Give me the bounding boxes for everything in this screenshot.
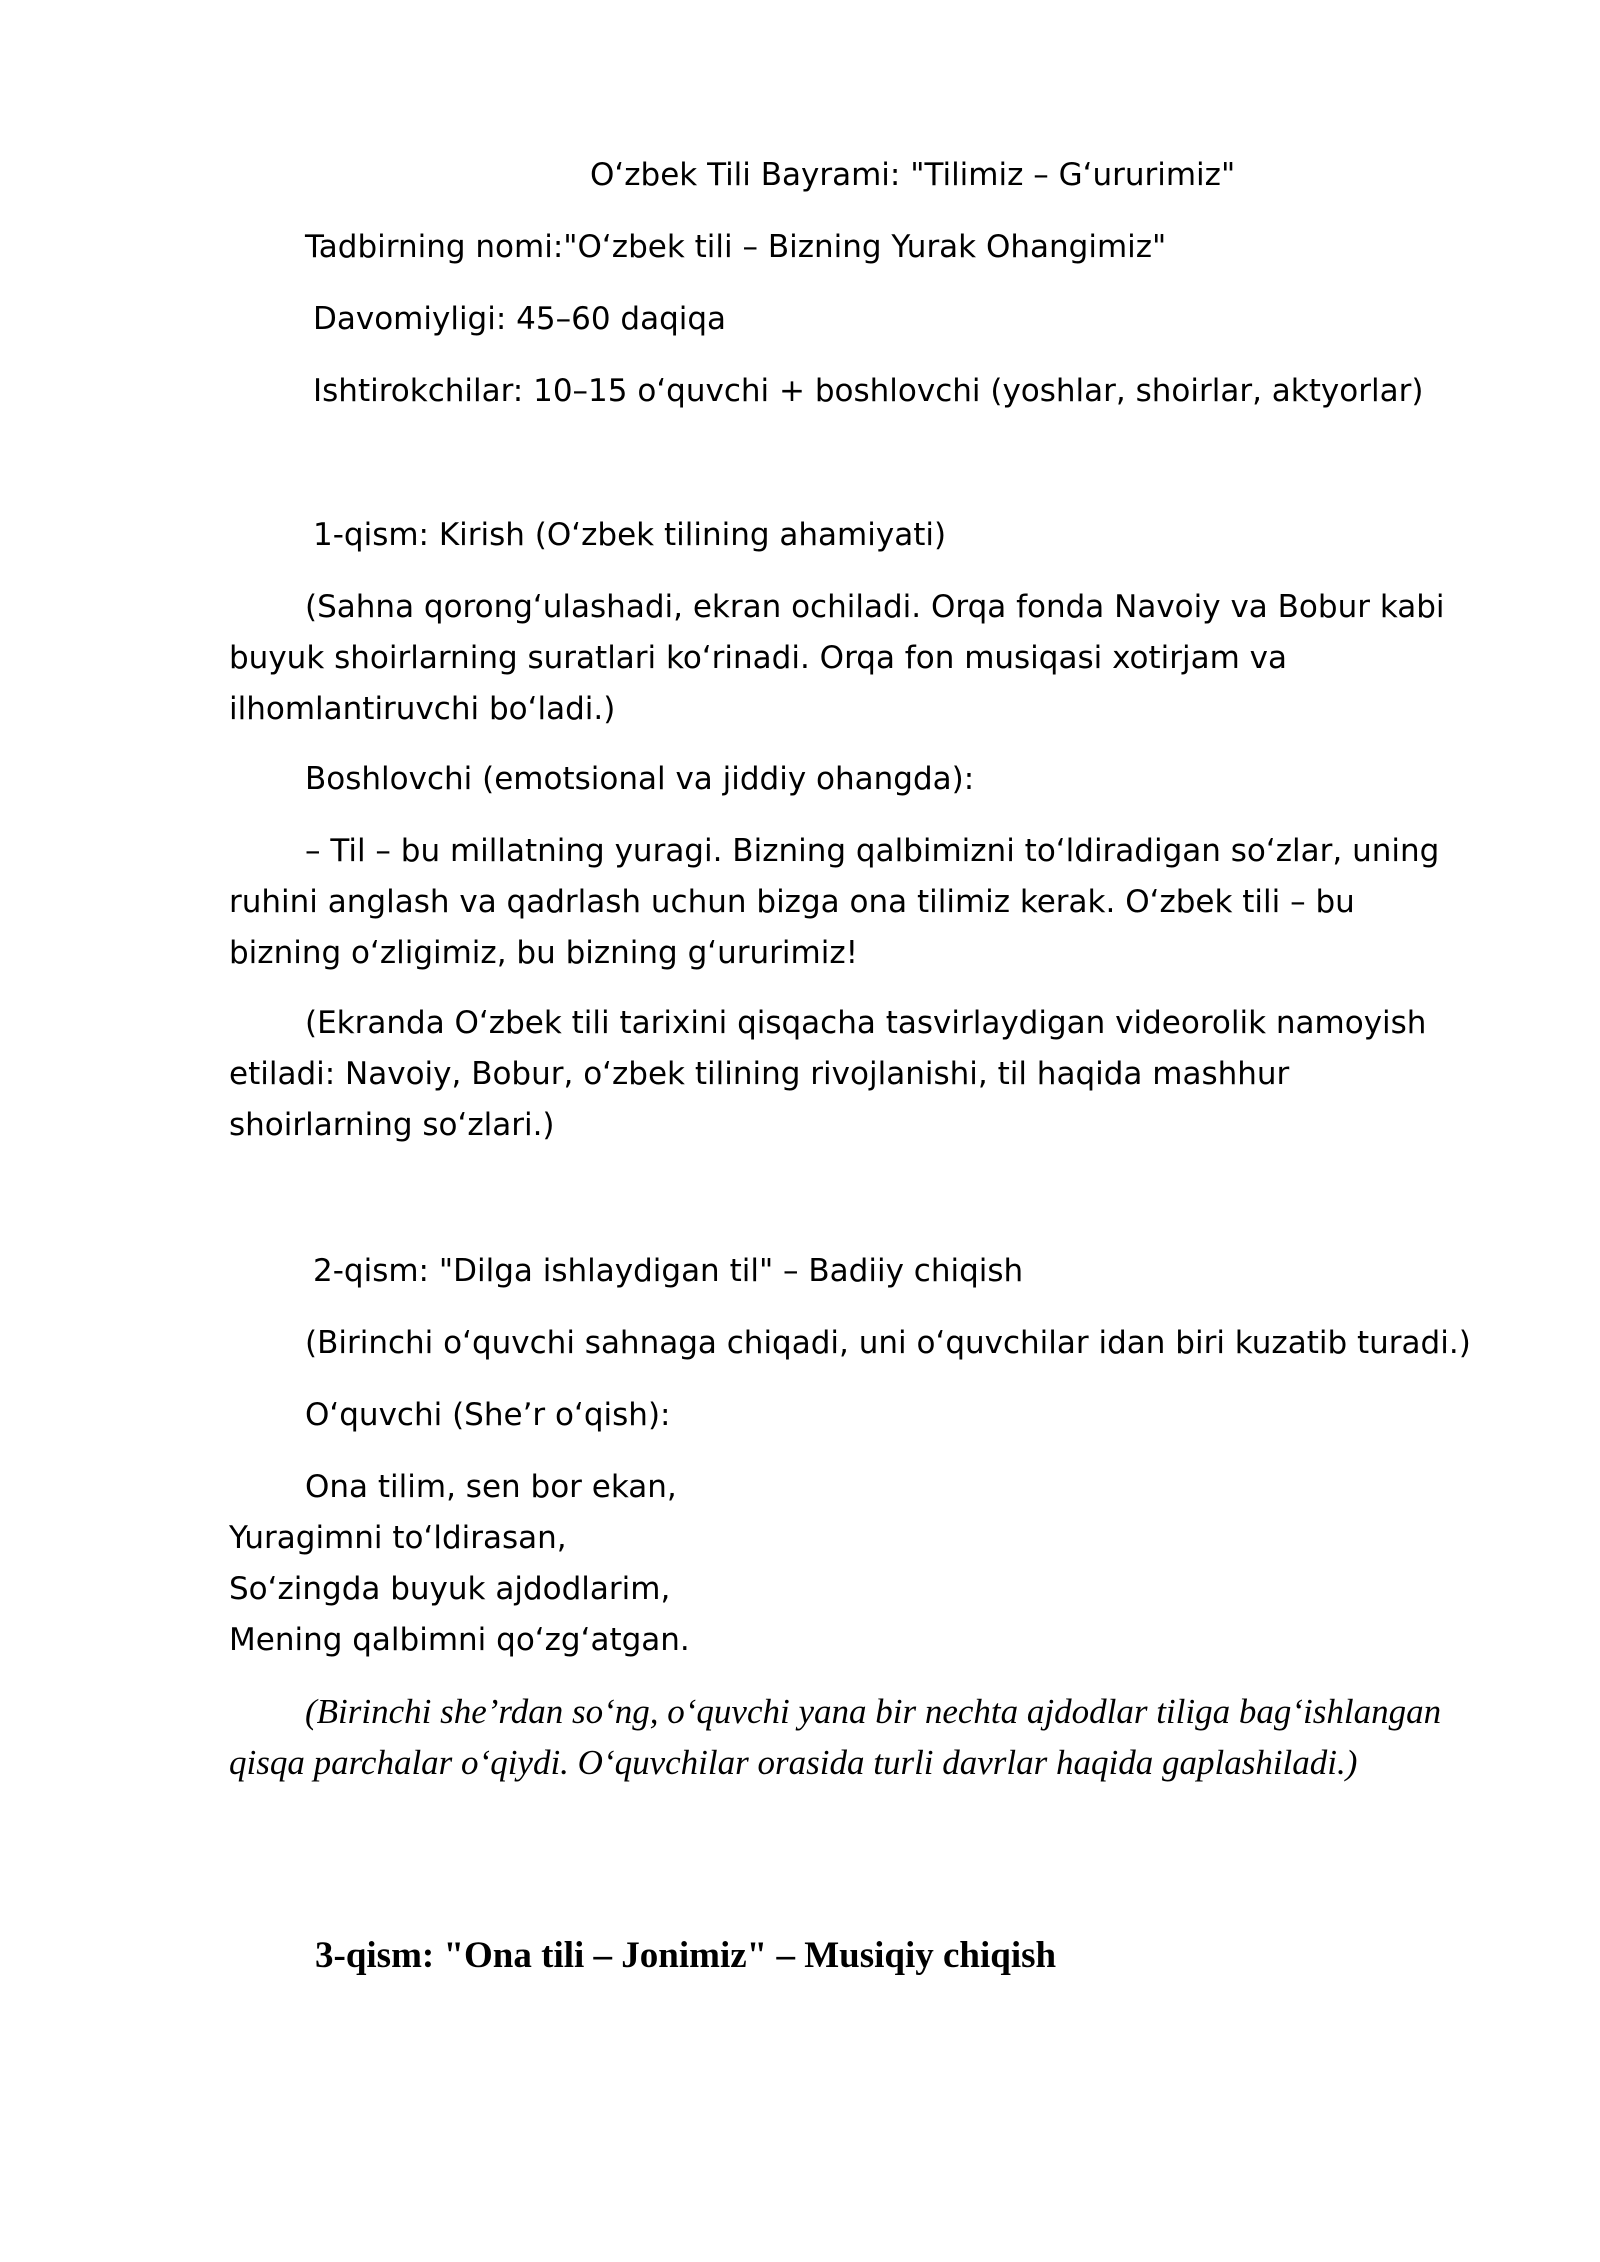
poem-line: So‘zingda buyuk ajdodlarim, [229,1571,671,1607]
part3-heading: 3-qism: "Ona tili – Jonimiz" – Musiqiy chiqish [315,1935,1057,1976]
event-duration: Davomiyligi: 45–60 daqiqa [313,301,727,337]
document-title: O‘zbek Tili Bayrami: "Tilimiz – G‘ururimiz" [590,157,1236,193]
reader-label: O‘quvchi (She’r o‘qish): [305,1397,671,1433]
poem-line: Mening qalbimni qo‘zg‘atgan. [229,1622,690,1658]
part1-heading: 1-qism: Kirish (O‘zbek tilining ahamiyati) [313,517,947,553]
host-label: Boshlovchi (emotsional va jiddiy ohangda): [305,761,975,797]
poem [229,1462,690,1666]
part2-heading: 2-qism: "Dilga ishlaydigan til" – Badiiy chiqish [313,1253,1024,1289]
part1-stage-direction: (Sahna qorong‘ulashadi, ekran ochiladi. Orqa fonda Navoiy va Bobur kabi buyuk shoirlarning suratlari ko‘rinadi. Orqa fon musiqasi xotirjam va ilhomlantiruvchi bo‘ladi.) [229,589,1445,727]
host-speech: – Til – bu millatning yuragi. Bizning qalbimizni to‘ldiradigan so‘zlar, uning ruhini anglash va qadrlash uchun bizga ona tilimiz kerak. O‘zbek tili – bu bizning o‘zligimiz, bu bizning g‘ururimiz! [229,833,1440,971]
poem-line: Ona tilim, sen bor ekan, [305,1469,677,1505]
event-participants: Ishtirokchilar: 10–15 o‘quvchi + boshlovchi (yoshlar, shoirlar, aktyorlar) [313,373,1424,409]
part2-stage-direction: (Birinchi o‘quvchi sahnaga chiqadi, uni o‘quvchilar idan biri kuzatib turadi.) [305,1325,1471,1361]
event-name: Tadbirning nomi:"O‘zbek tili – Bizning Yurak Ohangimiz" [305,229,1167,265]
screen-direction: (Ekranda O‘zbek tili tarixini qisqacha tasvirlaydigan videorolik namoyish etiladi: Navoiy, Bobur, o‘zbek tilining rivojlanishi, til haqida mashhur shoirlarning so‘zlari.) [229,1005,1427,1143]
poem-line: Yuragimni to‘ldirasan, [229,1520,567,1556]
after-poem-direction: (Birinchi she’rdan so‘ng, o‘quvchi yana bir nechta ajdodlar tiliga bag‘ishlangan qisqa parchalar o‘qiydi. O‘quvchilar orasida turli davrlar haqida gaplashiladi.) [229,1692,1442,1782]
